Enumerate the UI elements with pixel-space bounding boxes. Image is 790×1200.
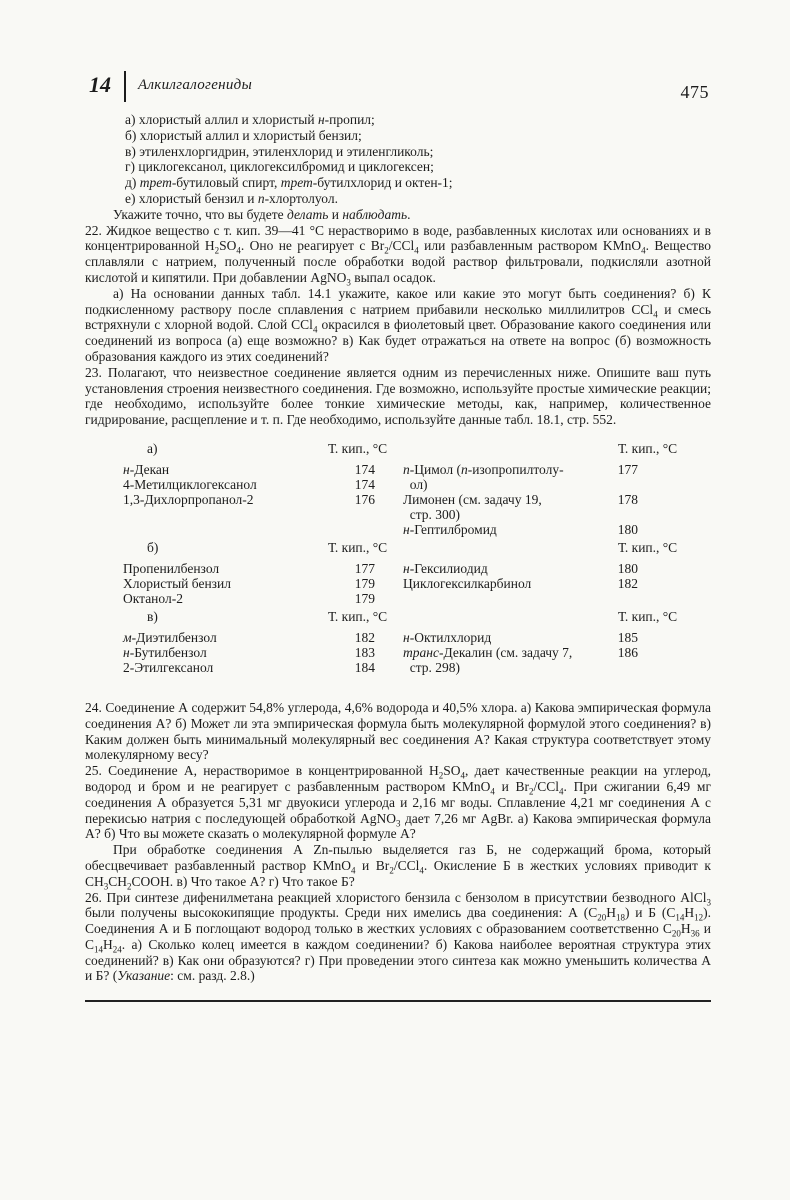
table-row bbox=[403, 645, 638, 675]
table-section-header bbox=[85, 540, 711, 561]
boiling-point: 185 bbox=[617, 629, 638, 645]
compound-name: Циклогексилкарбинол bbox=[403, 575, 532, 591]
section-label: а) bbox=[147, 440, 158, 456]
problem-25: 25. Соединение А, нерастворимое в концентрированной $H_2SO_4$, дает качественные реакции на углерод, водород и бром и не реагирует с разбавленным раствором KMnO$_4$ и $Br_2/CCl_4$. При сжигании 6,49 мг соединения А образуется 5,31 мг двуокиси углерода и 2,16 мг воды. Сплавление 4,21 мг соединения А с перекисью натрия с последующей обработкой AgNO$_3$ дает 7,26 мг AgBr. а) Какова эмпирическая формула А? б) Что вы можете сказать о молекулярной формуле А? bbox=[85, 763, 711, 842]
table-section-body bbox=[85, 462, 711, 537]
footer-rule bbox=[85, 1000, 711, 1002]
compound-name: н-Гептилбромид bbox=[403, 521, 497, 537]
table-left-column bbox=[85, 561, 375, 606]
chapter-number: 14 bbox=[89, 72, 111, 97]
compound-name: 4-Метилциклогексанол bbox=[123, 476, 257, 492]
compound-name: транс-Декалин (см. задачу 7, стр. 298) bbox=[403, 644, 573, 675]
boiling-point: 178 bbox=[617, 491, 638, 507]
text-column bbox=[85, 112, 711, 1002]
table-section-header bbox=[85, 441, 711, 462]
boiling-point: 184 bbox=[354, 659, 375, 675]
table-left-column bbox=[85, 630, 375, 675]
table-row bbox=[85, 492, 375, 507]
table-row bbox=[85, 591, 375, 606]
list-item: е) хлористый бензил и п-хлортолуол. bbox=[125, 190, 338, 206]
list-item: б) хлористый аллил и хлористый бензил; bbox=[125, 127, 362, 143]
boiling-point: 180 bbox=[617, 560, 638, 576]
table-right-column bbox=[403, 462, 638, 537]
table-row bbox=[403, 522, 638, 537]
compound-name: м-Диэтилбензол bbox=[123, 629, 217, 645]
boiling-point: 186 bbox=[617, 644, 638, 660]
boiling-point: 177 bbox=[617, 461, 638, 477]
table-section-body bbox=[85, 561, 711, 606]
table-row bbox=[85, 561, 375, 576]
compound-name: 1,3-Дихлорпропанол-2 bbox=[123, 491, 254, 507]
table-row bbox=[403, 492, 638, 522]
temp-column-header: Т. кип., °С bbox=[328, 440, 388, 456]
temp-column-header: Т. кип., °С bbox=[328, 608, 388, 624]
problem-22: 22. Жидкое вещество с т. кип. 39—41 °С нерастворимо в воде, разбавленных кислотах или основаниях и в концентрированной $H_2SO_4$. Оно не реагирует с $Br_2/CCl_4$ или разбавленным раствором KMnO$_4$. Вещество сплавляли с натрием, полученный после обработки водой раствор фильтровали, подкисляли азотной кислотой и кипятили. При добавлении AgNO$_3$ выпал осадок. bbox=[85, 222, 711, 288]
boiling-point: 174 bbox=[354, 476, 375, 492]
table-right-column bbox=[403, 630, 638, 675]
compound-name: 2-Этилгексанол bbox=[123, 659, 214, 675]
boiling-point: 176 bbox=[354, 491, 375, 507]
problem-24: 24. Соединение А содержит 54,8% углерода, 4,6% водорода и 40,5% хлора. а) Какова эмпирическая формула соединения А? б) Может ли эта эмпирическая формула быть молекулярной формулой этого соединения? в) Каким должен быть минимальный молекулярный вес соединения А? Какая структура соответствует этому молекулярному весу? bbox=[85, 699, 711, 763]
list-item: г) циклогексанол, циклогексилбромид и циклогексен; bbox=[125, 159, 434, 175]
boiling-point: 182 bbox=[617, 575, 638, 591]
temp-column-header: Т. кип., °С bbox=[618, 440, 678, 456]
compound-name: Лимонен (см. задачу 19, стр. 300) bbox=[403, 491, 542, 522]
instruction-paragraph: Укажите точно, что вы будете делать и наблюдать. bbox=[113, 206, 411, 222]
boiling-point: 177 bbox=[354, 560, 375, 576]
problem-22-questions: а) На основании данных табл. 14.1 укажите, какое или какие это могут быть соединения? б) К подкисленному раствору после сплавления с натрием прибавили несколько миллилитров CCl$_4$ и смесь встряхнули с хлорной водой. Слой CCl$_4$ окрасился в фиолетовый цвет. Образование какого соединения или соединений из вопроса (а) еще возможно? в) Как будет отражаться на ответе на вопрос (б) возможность образования каждого из этих соединений? bbox=[85, 285, 712, 364]
table-row bbox=[403, 630, 638, 645]
boiling-point: 180 bbox=[617, 521, 638, 537]
table-row bbox=[403, 576, 638, 591]
table-section-body bbox=[85, 630, 711, 675]
compound-name: Хлористый бензил bbox=[123, 575, 231, 591]
table-row bbox=[85, 477, 375, 492]
table-section-a bbox=[85, 441, 711, 537]
temp-column-header: Т. кип., °С bbox=[618, 539, 678, 555]
compound-name: п-Цимол (п-изопропилтолу- ол) bbox=[403, 461, 564, 492]
table-row bbox=[85, 576, 375, 591]
compound-name: н-Гексилиодид bbox=[403, 560, 488, 576]
boiling-point: 182 bbox=[354, 629, 375, 645]
page-header bbox=[85, 70, 711, 106]
compound-name: н-Декан bbox=[123, 461, 170, 477]
header-divider bbox=[124, 71, 126, 102]
table-row bbox=[403, 561, 638, 576]
boiling-point: 174 bbox=[354, 461, 375, 477]
compound-name: н-Бутилбензол bbox=[123, 644, 207, 660]
boiling-point: 179 bbox=[354, 575, 375, 591]
problem-23: 23. Полагают, что неизвестное соединение является одним из перечисленных ниже. Опишите ваш путь установления строения неизвестного соединения. Где возможно, используйте простые химические реакции; где необходимо, используйте более тонкие химические методы, как, например, количественное гидрирование, расщепление и т. п. Где необходимо, используйте данные табл. 18.1, стр. 552. bbox=[85, 364, 711, 428]
table-row bbox=[85, 630, 375, 645]
section-label: в) bbox=[147, 608, 158, 624]
temp-column-header: Т. кип., °С bbox=[328, 539, 388, 555]
list-item: а) хлористый аллил и хлористый н-пропил; bbox=[125, 112, 375, 127]
page-number: 475 bbox=[680, 82, 709, 102]
chapter-title: Алкилгалогениды bbox=[138, 77, 253, 93]
problem-26: 26. При синтезе дифенилметана реакцией хлористого бензила с бензолом в присутствии безводного AlCl$_3$ были получены высококипящие продукты. Среди них имелись два соединения: А $(C_{20}H_{18})$ и Б $(C_{14}H_{12})$. Соединения А и Б поглощают водород только в жестких условиях с образованием соответственно $C_{20}H_{36}$ и $C_{14}H_{24}$. а) Сколько колец имеется в каждом соединении? б) Какова наиболее вероятная структура этих соединений? в) Как они образуются? г) При проведении этого синтеза как можно уменьшить количества А и Б? (Указание: см. разд. 2.8.) bbox=[85, 889, 711, 984]
boiling-point: 183 bbox=[354, 644, 375, 660]
table-section-header bbox=[85, 609, 711, 630]
table-row bbox=[85, 660, 375, 675]
table-row bbox=[85, 645, 375, 660]
list-item: д) трет-бутиловый спирт, трет-бутилхлорид и октен-1; bbox=[125, 175, 453, 191]
problem-25-continued: При обработке соединения А Zn-пылью выделяется газ Б, не содержащий брома, который обесцвечивает разбавленный раствор KMnO$_4$ и $Br_2/CCl_4$. Окисление Б в жестких условиях приводит к $CH_3CH_2COOH$. в) Что такое А? г) Что такое Б? bbox=[85, 842, 711, 892]
table-row bbox=[85, 462, 375, 477]
list-item: в) этиленхлоргидрин, этиленхлорид и этиленгликоль; bbox=[125, 143, 434, 159]
compound-name: Пропенилбензол bbox=[123, 560, 220, 576]
table-left-column bbox=[85, 462, 375, 507]
boiling-point: 179 bbox=[354, 590, 375, 606]
compound-name: н-Октилхлорид bbox=[403, 629, 492, 645]
section-label: б) bbox=[147, 539, 159, 555]
table-row bbox=[403, 462, 638, 492]
table-right-column bbox=[403, 561, 638, 591]
temp-column-header: Т. кип., °С bbox=[618, 608, 678, 624]
boiling-point-table bbox=[85, 441, 711, 675]
option-list bbox=[85, 112, 711, 207]
table-section-v bbox=[85, 609, 711, 675]
compound-name: Октанол-2 bbox=[123, 590, 183, 606]
table-section-b bbox=[85, 540, 711, 606]
